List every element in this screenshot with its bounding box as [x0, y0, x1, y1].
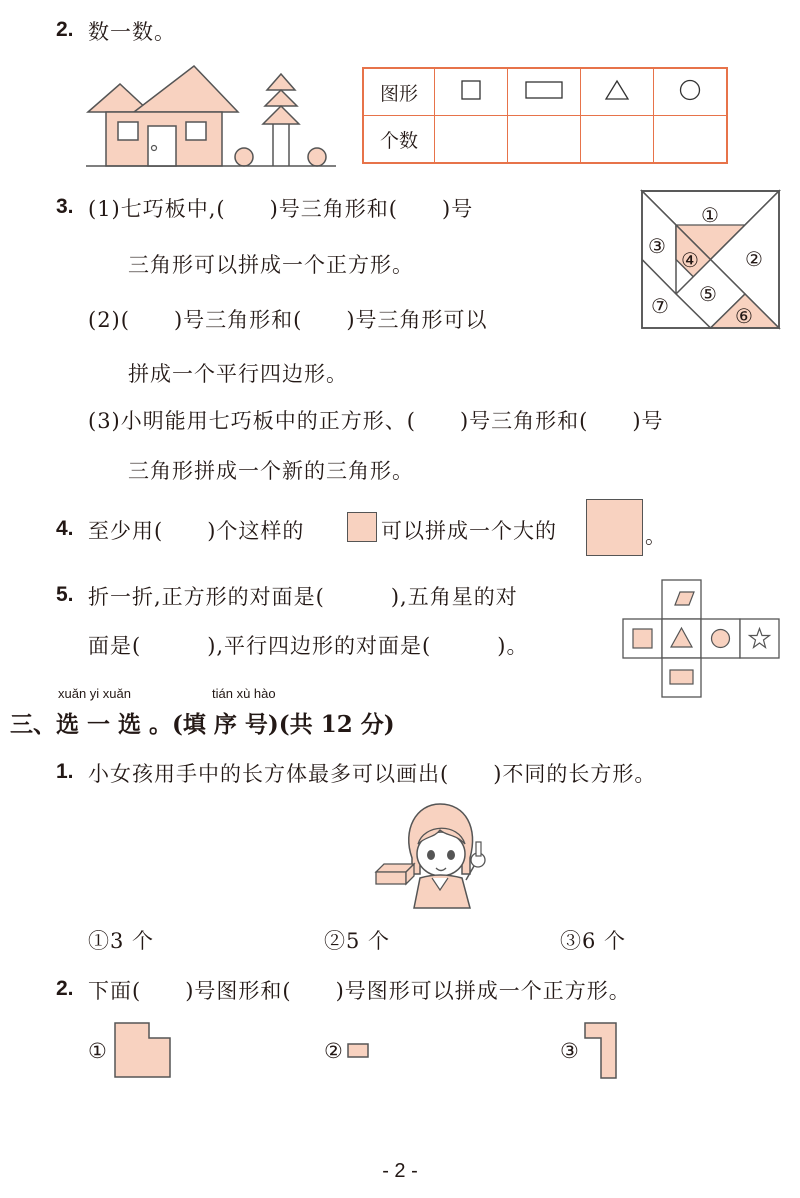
rectangle-icon — [525, 80, 563, 100]
ball-left — [235, 148, 253, 166]
question-text: 数一数。 — [88, 20, 176, 44]
question-text: 三角形可以拼成一个正方形。 — [128, 253, 414, 277]
ball-right — [308, 148, 326, 166]
shape-label-1: ① — [88, 1039, 108, 1063]
l-shape-1 — [114, 1022, 172, 1078]
answer-cell[interactable] — [581, 116, 654, 164]
question-text: 下面( )号图形和( )号图形可以拼成一个正方形。 — [88, 979, 631, 1003]
option-2[interactable]: ②5 个 — [324, 929, 391, 953]
tangram-figure — [642, 191, 779, 328]
row-label-shape: 图形 — [363, 68, 435, 116]
page-number: - 2 - — [382, 1160, 418, 1182]
question-text: (2)( )号三角形和( )号三角形可以 — [88, 308, 488, 332]
question-text: 拼成一个平行四边形。 — [128, 362, 348, 386]
question-text: 三角形拼成一个新的三角形。 — [128, 459, 414, 483]
tree-middle — [265, 90, 297, 106]
pinyin-label: tián xù hào — [212, 686, 276, 701]
rectangle-shape-2 — [347, 1043, 369, 1058]
tangram-label-1: ① — [701, 203, 719, 227]
option-3[interactable]: ③6 个 — [560, 929, 627, 953]
house-illustration — [86, 62, 336, 172]
table-cell — [508, 68, 581, 116]
question-text: 至少用( )个这样的 — [88, 519, 305, 543]
option-1[interactable]: ①3 个 — [88, 929, 155, 953]
question-text: (3)小明能用七巧板中的正方形、( )号三角形和( )号 — [88, 409, 664, 433]
house-main-roof — [134, 66, 238, 112]
question-number: 2. — [56, 977, 74, 1000]
triangle-icon — [605, 80, 629, 100]
question-text: 。 — [645, 524, 667, 548]
shape-label-2: ② — [324, 1039, 344, 1063]
question-number: 3. — [56, 195, 74, 218]
l-shape-3 — [584, 1022, 618, 1080]
question-text: (1)七巧板中,( )号三角形和( )号 — [88, 197, 474, 221]
question-text: 小女孩用手中的长方体最多可以画出( )不同的长方形。 — [88, 762, 657, 786]
cube-net — [622, 580, 782, 698]
row-label-count: 个数 — [363, 116, 435, 164]
rectangle-icon — [670, 670, 693, 684]
large-square — [586, 499, 643, 556]
question-number: 5. — [56, 583, 74, 606]
square-icon — [633, 629, 652, 648]
circle-icon — [679, 79, 701, 101]
question-text: 可以拼成一个大的 — [381, 519, 557, 543]
question-number: 4. — [56, 517, 74, 540]
table-cell — [435, 68, 508, 116]
table-cell — [581, 68, 654, 116]
tangram-label-3: ③ — [648, 234, 666, 258]
table-row — [363, 68, 727, 116]
small-square — [347, 512, 377, 542]
circle-icon — [712, 630, 730, 648]
tree-bottom — [263, 106, 299, 124]
pinyin-label: xuǎn yi xuǎn — [58, 686, 131, 701]
girl-illustration — [374, 800, 494, 910]
house-window-right — [186, 122, 206, 140]
shape-label-3: ③ — [560, 1039, 580, 1063]
tangram-label-6: ⑥ — [735, 304, 753, 328]
answer-cell[interactable] — [435, 116, 508, 164]
section-heading: 三、选 一 选 。(填 序 号)(共 12 分) — [10, 711, 395, 738]
question-text: 折一折,正方形的对面是( ),五角星的对 — [88, 585, 518, 609]
table-row — [363, 116, 727, 164]
house-window-left — [118, 122, 138, 140]
tangram-label-4: ④ — [681, 248, 699, 272]
tree-top — [267, 74, 295, 90]
question-text: 面是( ),平行四边形的对面是( )。 — [88, 634, 529, 658]
tangram-label-7: ⑦ — [651, 294, 669, 318]
question-number: 2. — [56, 18, 74, 41]
question-number: 1. — [56, 760, 74, 783]
tangram-label-5: ⑤ — [699, 282, 717, 306]
square-icon — [461, 80, 481, 100]
table-cell — [654, 68, 728, 116]
counting-table — [362, 67, 728, 164]
answer-cell[interactable] — [654, 116, 728, 164]
answer-cell[interactable] — [508, 116, 581, 164]
tangram-label-2: ② — [745, 247, 763, 271]
